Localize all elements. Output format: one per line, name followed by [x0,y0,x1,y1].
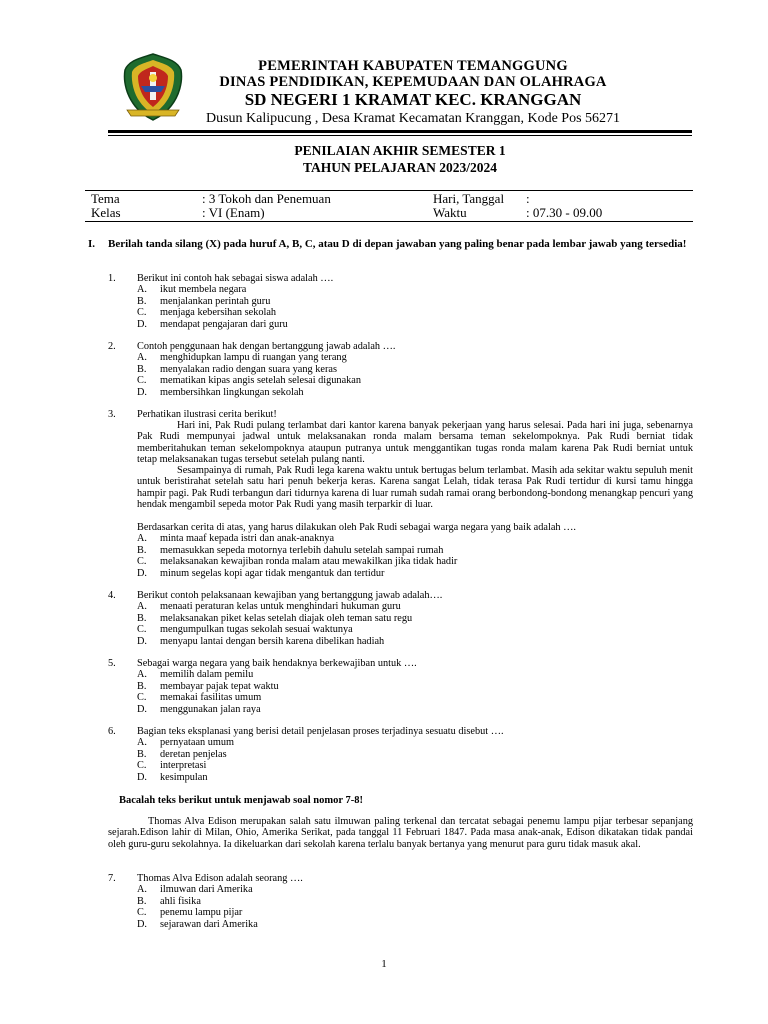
question-number: 5. [108,658,116,669]
option-letter: B. [137,895,147,907]
question-number: 1. [108,273,116,284]
instruction-text: Berilah tanda silang (X) pada huruf A, B, C, atau D di depan jawaban yang paling benar pada lembar jawab yang tersedia! [108,238,687,250]
option-letter: D. [137,318,148,330]
tema-value: : 3 Tokoh dan Penemuan [202,191,331,206]
question-3-prompt: Berdasarkan cerita di atas, yang harus dilakukan oleh Pak Rudi sebagai warga negara yang baik adalah …. [137,522,576,533]
reading-passage: Thomas Alva Edison merupakan salah satu ilmuwan paling terkenal dan tercatat sebagai penemu lampu pijar terbesar sepanjang sejarah.Edison lahir di Milan, Ohio, Amerika Serikat, pada tanggal 11 Februari 1847. Pada masa anak-anak, Edison dikatakan tidak pandai oleh guru-guru sekolahnya. Ia dikeluarkan dari sekolah karena terlalu banyak bertanya yang menurut para guru tidak masuk akal. [108,816,693,850]
hari-value: : [526,191,530,206]
option-letter: A. [137,352,148,363]
option-letter: C. [137,307,147,318]
option-text: memakai fasilitas umum [160,692,262,703]
option-text: melaksanakan kewajiban ronda malam atau mewakilkan jika tidak hadir [160,556,458,567]
kelas-value: : VI (Enam) [202,205,265,220]
option-letter: B. [137,748,147,760]
option-letter: B. [137,680,147,692]
option-text: ilmuwan dari Amerika [160,884,253,895]
option-text: menyalakan radio dengan suara yang keras [160,363,337,375]
option-text: memilih dalam pemilu [160,669,254,680]
option-text: menggunakan jalan raya [160,703,261,715]
letterhead [182,58,644,128]
letterhead-divider-thin [108,135,692,136]
option-text: menjalankan perintah guru [160,295,271,307]
tema-label: Tema [91,191,120,206]
academic-year: TAHUN PELAJARAN 2023/2024 [302,160,497,175]
option-letter: B. [137,544,147,556]
option-letter: C. [137,907,147,918]
option-text: menjaga kebersihan sekolah [160,307,277,318]
option-letter: D. [137,386,148,398]
option-text: interpretasi [160,760,207,771]
option-letter: D. [137,703,148,715]
option-letter: B. [137,295,147,307]
story-paragraph-1: Hari ini, Pak Rudi pulang terlambat dari kantor karena banyak pekerjaan yang harus selesai. Pada hari ini juga, sebenarnya Pak Rudi mempunyai jadwal untuk melaksanakan ronda malam bersama teman sekelompoknya. Pak Rudi berniat tidak memberitahukan teman sekelompoknya ataupun putranya untuk menggantikan tugas ronda malam karena Pak Rudi berniat untuk tetap melaksanakan tugas tersebut setelah pulang nanti. [137,420,693,465]
school-address: Dusun Kalipucung , Desa Kramat Kecamatan Kranggan, Kode Pos 56271 [205,111,621,126]
option-text: ahli fisika [160,895,201,907]
hari-label: Hari, Tanggal [433,191,505,206]
government-name: PEMERINTAH KABUPATEN TEMANGGUNG [258,58,568,74]
option-text: mendapat pengajaran dari guru [160,318,288,330]
option-text: menyapu lantai dengan bersih karena dibelikan hadiah [160,635,385,647]
option-text: menghidupkan lampu di ruangan yang terang [160,352,347,363]
waktu-label: Waktu [433,205,467,220]
option-letter: A. [137,533,148,544]
option-text: menaati peraturan kelas untuk menghindari hukuman guru [160,601,401,612]
option-letter: C. [137,760,147,771]
option-letter: D. [137,918,148,930]
option-text: melaksanakan piket kelas setelah diajak oleh teman satu regu [160,612,413,624]
question-text: Contoh penggunaan hak dengan bertanggung jawab adalah …. [137,341,396,352]
option-text: minum segelas kopi agar tidak mengantuk dan tertidur [160,567,385,579]
option-text: membersihkan lingkungan sekolah [160,386,304,398]
option-text: deretan penjelas [160,748,227,760]
question-number: 7. [108,873,116,884]
question-text: Bagian teks eksplanasi yang berisi detail penjelasan proses terjadinya sesuatu disebut …. [137,726,504,737]
info-table-bottom-border [85,221,693,222]
option-letter: A. [137,601,148,612]
option-text: mengumpulkan tugas sekolah sesuai waktunya [160,624,353,635]
option-text: mematikan kipas angis setelah selesai digunakan [160,375,362,386]
option-letter: C. [137,375,147,386]
option-letter: C. [137,624,147,635]
section-number: I. [88,238,96,250]
regency-emblem-logo [121,52,185,122]
option-letter: D. [137,771,148,783]
waktu-value: : 07.30 - 09.00 [526,205,603,220]
option-text: minta maaf kepada istri dan anak-anaknya [160,533,335,544]
letterhead-divider-thick [108,130,692,133]
department-name: DINAS PENDIDIKAN, KEPEMUDAAN DAN OLAHRAGA [219,74,607,90]
kelas-label: Kelas [91,205,121,220]
question-text: Berikut ini contoh hak sebagai siswa adalah …. [137,273,334,284]
question-number: 4. [108,590,116,601]
option-text: ikut membela negara [160,284,247,295]
option-letter: D. [137,635,148,647]
option-letter: B. [137,363,147,375]
reading-heading: Bacalah teks berikut untuk menjawab soal nomor 7-8! [119,795,363,806]
question-text: Perhatikan ilustrasi cerita berikut! [137,409,277,420]
question-text: Berikut contoh pelaksanaan kewajiban yang bertanggung jawab adalah…. [137,590,443,601]
option-text: pernyataan umum [160,737,235,748]
option-letter: B. [137,612,147,624]
option-letter: A. [137,669,148,680]
option-letter: A. [137,884,148,895]
option-letter: D. [137,567,148,579]
option-text: kesimpulan [160,771,208,783]
school-name: SD NEGERI 1 KRAMAT KEC. KRANGGAN [244,90,582,109]
info-table-top-border [85,190,693,191]
page-number: 1 [381,958,387,970]
exam-title: PENILAIAN AKHIR SEMESTER 1 [294,143,506,158]
option-text: memasukkan sepeda motornya terlebih dahulu setelah sampai rumah [160,544,444,556]
option-letter: C. [137,556,147,567]
question-number: 2. [108,341,116,352]
option-letter: A. [137,284,148,295]
option-text: penemu lampu pijar [160,907,243,918]
option-letter: C. [137,692,147,703]
question-number: 3. [108,409,116,420]
question-number: 6. [108,726,116,737]
question-text: Thomas Alva Edison adalah seorang …. [137,873,303,884]
option-letter: A. [137,737,148,748]
option-text: membayar pajak tepat waktu [160,680,279,692]
question-text: Sebagai warga negara yang baik hendaknya berkewajiban untuk …. [137,658,417,669]
story-paragraph-2: Sesampainya di rumah, Pak Rudi lega karena waktu untuk bertugas belum terlambat. Masih ada sekitar waktu sepuluh menit untuk beristirahat setelah satu hari penuh bekerja keras. Karena sangat Lelah, tidak terasa Pak Rudi tertidur di kursi tamu hingga hampir pagi. Pak Rudi terbangun dari tidurnya karena di luar rumah sudah ramai orang berbondong-bondong menangkap pencuri yang hendak mengambil sepeda motor Pak Rudi yang masih terparkir di luar. [137,465,693,510]
option-text: sejarawan dari Amerika [160,918,258,930]
